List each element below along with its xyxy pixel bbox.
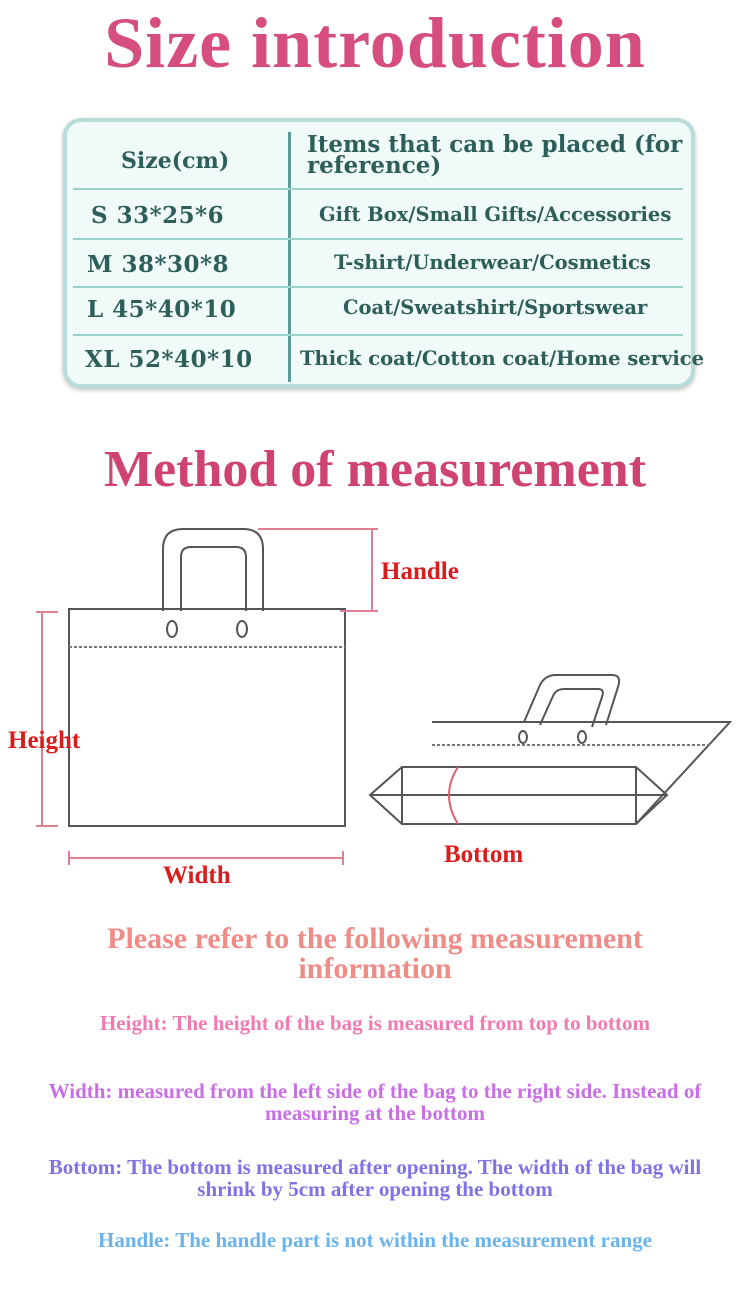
size-cell-xl: XL 52*40*10: [85, 346, 253, 373]
width-label: Width: [163, 862, 231, 889]
measurement-info-heading: Please refer to the following measurement information: [107, 922, 643, 985]
items-cell-l: Coat/Sweatshirt/Sportswear: [343, 296, 648, 319]
size-cell-l: L 45*40*10: [87, 296, 237, 323]
items-cell-xl: Thick coat/Cotton coat/Home service: [300, 347, 705, 370]
bottom-note: Bottom: The bottom is measured after opening. The width of the bag will shrink by 5cm after opening the bottom: [48, 1155, 702, 1201]
table-row-divider: [73, 238, 683, 240]
table-header-items: Items that can be placed (for reference): [307, 131, 683, 179]
bag-diagram-svg: [0, 515, 750, 915]
size-cell-m: M 38*30*8: [87, 251, 230, 278]
table-column-divider: [288, 132, 291, 382]
table-row-divider: [73, 334, 683, 336]
items-cell-s: Gift Box/Small Gifts/Accessories: [319, 203, 672, 226]
items-cell-m: T-shirt/Underwear/Cosmetics: [334, 251, 651, 274]
height-label: Height: [8, 727, 81, 754]
side-bag-drawing: [370, 675, 730, 824]
table-row-divider: [73, 286, 683, 288]
size-table: [63, 118, 705, 388]
dimension-lines: [36, 529, 378, 865]
table-header-size: Size(cm): [121, 148, 230, 174]
method-of-measurement-title: Method of measurement: [103, 441, 647, 498]
height-note: Height: The height of the bag is measured from top to bottom: [99, 1011, 651, 1035]
handle-label: Handle: [381, 558, 459, 585]
handle-note: Handle: The handle part is not within the measurement range: [98, 1228, 652, 1252]
table-row-divider: [73, 188, 683, 190]
size-cell-s: S 33*25*6: [91, 202, 225, 229]
front-bag-drawing: [69, 529, 345, 826]
width-note: Width: measured from the left side of the bag to the right side. Instead of measuring at the bottom: [48, 1079, 702, 1125]
size-introduction-title: Size introduction: [104, 3, 646, 83]
bottom-label: Bottom: [444, 841, 524, 868]
